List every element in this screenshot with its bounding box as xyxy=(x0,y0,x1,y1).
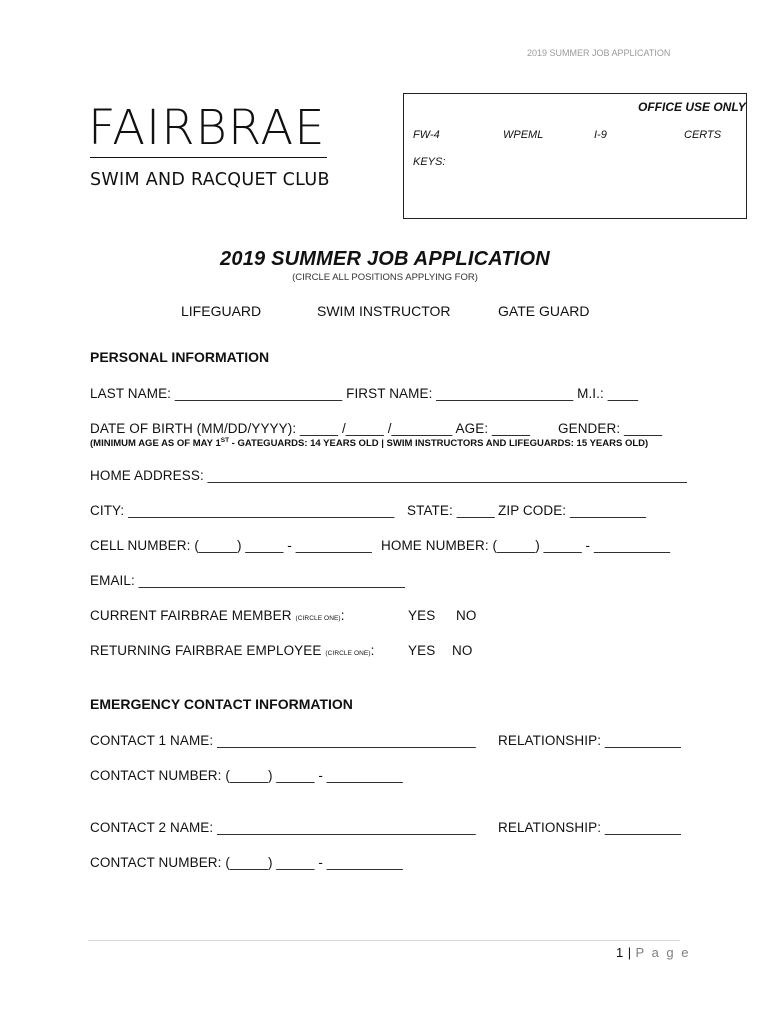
circle-one-hint: (CIRCLE ONE) xyxy=(325,650,371,657)
email-field[interactable]: EMAIL: ___________________________________ xyxy=(90,573,405,588)
contact2-number-field[interactable]: CONTACT NUMBER: (_____) _____ - __________ xyxy=(90,855,403,870)
footer-divider xyxy=(88,940,680,941)
office-item-wpeml: WPEML xyxy=(503,129,544,141)
position-lifeguard[interactable]: LIFEGUARD xyxy=(181,303,262,319)
page-title: 2019 SUMMER JOB APPLICATION xyxy=(220,248,550,270)
page-number: 1 xyxy=(616,945,624,960)
contact1-number-field[interactable]: CONTACT NUMBER: (_____) _____ - __________ xyxy=(90,768,403,783)
position-swim-instructor[interactable]: SWIM INSTRUCTOR xyxy=(317,303,451,319)
personal-info-heading: PERSONAL INFORMATION xyxy=(90,349,270,365)
page-footer xyxy=(616,944,691,962)
relationship1-field[interactable]: RELATIONSHIP: __________ xyxy=(498,733,682,748)
page-word: P a g e xyxy=(635,945,691,960)
home-address-field[interactable]: HOME ADDRESS: _______________________________________________________________ xyxy=(90,468,687,483)
office-item-certs: CERTS xyxy=(684,129,722,141)
name-fields[interactable]: LAST NAME: ______________________ FIRST NAME: __________________ M.I.: ____ xyxy=(90,386,639,401)
logo-name: FAIRBRAE xyxy=(88,100,326,156)
logo-divider xyxy=(90,157,327,158)
employee-question xyxy=(90,643,374,658)
cell-number-field[interactable]: CELL NUMBER: (_____) _____ - __________ xyxy=(90,538,372,553)
member-label: CURRENT FAIRBRAE MEMBER xyxy=(90,608,292,623)
member-yes-option[interactable]: YES xyxy=(408,608,436,623)
colon: : xyxy=(340,608,345,623)
contact2-name-field[interactable]: CONTACT 2 NAME: __________________________________ xyxy=(90,820,476,835)
member-no-option[interactable]: NO xyxy=(456,608,477,623)
running-header: 2019 SUMMER JOB APPLICATION xyxy=(527,48,671,58)
employee-label: RETURNING FAIRBRAE EMPLOYEE xyxy=(90,643,322,658)
state-field[interactable]: STATE: _____ xyxy=(407,503,495,518)
gender-field[interactable]: GENDER: _____ xyxy=(558,421,663,436)
employee-yes-option[interactable]: YES xyxy=(408,643,436,658)
office-keys-label: KEYS: xyxy=(413,156,446,168)
position-gate-guard[interactable]: GATE GUARD xyxy=(498,303,590,319)
city-field[interactable]: CITY: ___________________________________ xyxy=(90,503,395,518)
dob-age-fields[interactable]: DATE OF BIRTH (MM/DD/YYYY): _____ /_____ /________ AGE: _____ xyxy=(90,421,531,436)
age-note-text: (MINIMUM AGE AS OF MAY 1 xyxy=(90,438,221,450)
contact1-name-field[interactable]: CONTACT 1 NAME: __________________________________ xyxy=(90,733,476,748)
office-use-box xyxy=(403,93,747,219)
employee-no-option[interactable]: NO xyxy=(452,643,473,658)
home-number-field[interactable]: HOME NUMBER: (_____) _____ - __________ xyxy=(381,538,671,553)
minimum-age-note xyxy=(90,437,648,449)
member-question xyxy=(90,608,345,623)
zip-field[interactable]: ZIP CODE: __________ xyxy=(498,503,647,518)
age-note-superscript: ST xyxy=(220,437,230,444)
page-subtitle: (CIRCLE ALL POSITIONS APPLYING FOR) xyxy=(292,272,478,283)
page-separator: | xyxy=(627,945,632,960)
colon: : xyxy=(370,643,375,658)
relationship2-field[interactable]: RELATIONSHIP: __________ xyxy=(498,820,682,835)
emergency-heading: EMERGENCY CONTACT INFORMATION xyxy=(90,696,353,712)
office-item-i9: I-9 xyxy=(594,129,607,141)
age-note-text-rest: - GATEGUARDS: 14 YEARS OLD | SWIM INSTRUCTORS AND LIFEGUARDS: 15 YEARS OLD) xyxy=(229,438,649,450)
circle-one-hint: (CIRCLE ONE) xyxy=(295,615,341,622)
office-item-fw4: FW-4 xyxy=(413,129,440,141)
office-use-title: OFFICE USE ONLY xyxy=(638,100,746,114)
logo-tagline: SWIM AND RACQUET CLUB xyxy=(90,170,330,190)
